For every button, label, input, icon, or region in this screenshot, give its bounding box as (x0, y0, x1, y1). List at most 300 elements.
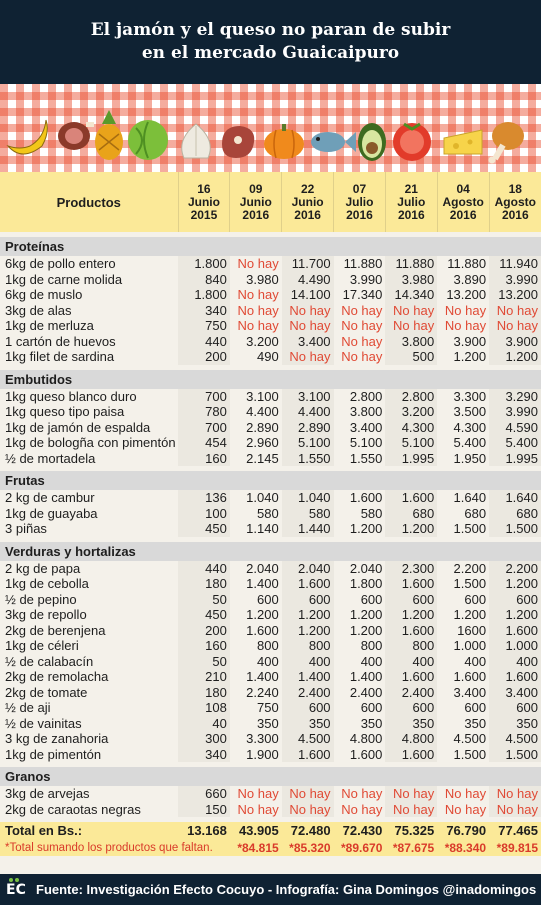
price-cell: No hay (341, 302, 383, 318)
price-cell: No hay (237, 801, 279, 817)
price-cell: 454 (178, 435, 230, 451)
price-cell: 1.200 (385, 521, 437, 539)
price-cell: 1.200 (349, 607, 383, 622)
price-cell: 136 (178, 490, 230, 506)
price-cell: 1.995 (489, 451, 541, 469)
price-cell: 14.100 (282, 287, 334, 303)
price-cell: 2.400 (385, 685, 437, 701)
pumpkin-icon (264, 124, 304, 159)
price-cell: 1.900 (246, 746, 279, 762)
price-cell: 1.600 (385, 669, 437, 685)
price-cell: 1.600 (246, 622, 279, 638)
product-name: 1kg de céleri (5, 638, 79, 653)
table-row (0, 561, 541, 577)
price-cell: 5.400 (489, 435, 541, 451)
price-cell: 3.290 (489, 389, 541, 405)
product-name: 1 cartón de huevos (5, 333, 116, 349)
price-table (0, 172, 541, 856)
product-name: 6kg de pollo entero (5, 256, 116, 271)
note-value: *85.320 (282, 840, 334, 856)
price-cell: 3.800 (349, 404, 383, 419)
table-totals (0, 820, 541, 857)
title-line-2: en el mercado Guaicaipuro (141, 43, 400, 63)
price-cell: 11.940 (489, 256, 541, 272)
price-cell: No hay (341, 333, 383, 349)
table-row (0, 786, 541, 802)
title-line-1: El jamón y el queso no paran de subir (90, 20, 451, 40)
footer (0, 874, 541, 905)
product-name: 2kg de caraotas negras (5, 801, 141, 817)
price-cell: No hay (444, 318, 487, 333)
price-cell: 840 (178, 272, 230, 288)
table-row (0, 638, 541, 654)
price-cell: 3.100 (282, 389, 334, 405)
price-cell: 2.400 (282, 685, 334, 701)
price-cell: 600 (257, 591, 279, 607)
price-cell: No hay (237, 786, 279, 801)
price-cell: 1.200 (349, 521, 383, 536)
table-row (0, 521, 541, 539)
food-banner (0, 84, 541, 172)
product-name: 6kg de muslo (5, 287, 83, 302)
table-row (0, 420, 541, 436)
tomato-icon (393, 123, 431, 161)
note-value: *87.675 (385, 840, 437, 856)
price-cell: 3.300 (246, 731, 279, 746)
product-name: 2kg de berenjena (5, 622, 106, 638)
section-title: Embutidos (0, 367, 541, 389)
price-cell: 1.550 (282, 451, 334, 469)
price-cell: 800 (257, 638, 279, 653)
price-cell: 350 (257, 715, 279, 731)
price-cell: 3.980 (246, 271, 279, 287)
total-value: 72.480 (282, 820, 334, 841)
price-cell: 340 (178, 303, 230, 319)
price-cell: No hay (489, 802, 541, 820)
price-cell: 4.400 (246, 404, 279, 419)
price-cell: No hay (444, 801, 487, 817)
price-cell: 5.400 (453, 435, 487, 450)
price-cell: 600 (489, 700, 541, 716)
product-name: ½ de aji (5, 700, 51, 715)
price-cell: 4.400 (282, 404, 334, 420)
price-cell: 14.340 (385, 287, 437, 303)
price-cell: 340 (178, 747, 230, 765)
price-cell: 3.200 (385, 404, 437, 420)
price-cell: 1.600 (282, 747, 334, 765)
price-cell: 11.880 (447, 256, 487, 271)
price-cell: 1.500 (453, 746, 487, 762)
price-cell: 1.040 (246, 490, 279, 505)
price-cell: 1.040 (282, 490, 334, 506)
table-row (0, 389, 541, 405)
price-cell: 600 (360, 591, 383, 607)
date-header: 16 Junio 2015 (178, 172, 230, 235)
price-cell: 1.200 (385, 607, 437, 623)
section-header (0, 765, 541, 787)
price-cell: No hay (385, 318, 437, 334)
price-cell: 11.880 (385, 256, 437, 272)
price-cell: 50 (178, 654, 230, 670)
price-cell: 13.200 (446, 287, 487, 302)
price-cell: 11.700 (282, 256, 334, 272)
date-header: 07 Julio 2016 (334, 172, 386, 235)
price-cell: No hay (282, 318, 334, 334)
price-cell: 1.600 (385, 490, 437, 506)
price-cell: 680 (385, 506, 437, 522)
price-cell: 350 (489, 716, 541, 732)
price-cell: 580 (282, 506, 334, 522)
price-cell: 2.890 (246, 419, 279, 435)
price-cell: No hay (489, 786, 541, 802)
section-title: Granos (0, 765, 541, 787)
price-cell: No hay (282, 802, 334, 820)
price-cell: 400 (257, 653, 279, 669)
price-cell: 1.640 (489, 490, 541, 506)
price-cell: 600 (385, 592, 437, 608)
price-cell: 750 (178, 318, 230, 334)
price-cell: 4.300 (453, 419, 487, 435)
price-cell: 440 (178, 561, 230, 577)
price-cell: 150 (178, 802, 230, 820)
price-cell: 490 (257, 349, 279, 364)
price-cell: 3.990 (489, 272, 541, 288)
price-cell: 1.440 (282, 521, 334, 539)
price-cell: 2.400 (349, 684, 383, 700)
price-cell: 1.000 (489, 638, 541, 654)
price-cell: No hay (489, 318, 541, 334)
chicken-leg-icon (489, 122, 525, 164)
price-cell: 1.200 (246, 607, 279, 622)
price-cell: 3.400 (489, 685, 541, 701)
price-cell: 3.900 (453, 333, 487, 349)
price-cell: 500 (385, 349, 437, 367)
banana-icon (8, 120, 47, 154)
section-header (0, 469, 541, 491)
price-cell: 300 (178, 731, 230, 747)
section-header (0, 235, 541, 257)
product-name: 3kg de arvejas (5, 786, 90, 801)
price-cell: 1.000 (453, 638, 487, 653)
price-cell: 580 (360, 505, 383, 521)
table-row (0, 303, 541, 319)
price-cell: 4.800 (385, 731, 437, 747)
price-cell: 400 (489, 654, 541, 670)
price-cell: 4.590 (489, 420, 541, 436)
price-cell: 3.980 (385, 272, 437, 288)
price-cell: 2.040 (349, 560, 383, 576)
price-cell: 700 (178, 389, 230, 405)
price-cell: 680 (464, 505, 487, 521)
steak-icon (222, 126, 254, 158)
table-row (0, 451, 541, 469)
price-cell: 3.100 (246, 388, 279, 404)
price-cell: No hay (282, 303, 334, 319)
table-row (0, 592, 541, 608)
price-cell: 1600 (457, 622, 487, 638)
price-cell: 1.800 (178, 287, 230, 303)
price-cell: 1.200 (453, 349, 487, 364)
price-cell: 4.500 (282, 731, 334, 747)
price-cell: 660 (178, 786, 230, 802)
price-cell: No hay (385, 802, 437, 820)
table-row (0, 747, 541, 765)
product-name: 1kg de cebolla (5, 576, 89, 591)
price-cell: 800 (360, 638, 383, 653)
price-cell: 3.900 (489, 334, 541, 350)
price-cell: No hay (341, 349, 383, 364)
price-cell: 2.890 (282, 420, 334, 436)
price-cell: 2.800 (349, 388, 383, 404)
date-header: 04 Agosto 2016 (437, 172, 489, 235)
product-name: 1kg de carne molida (5, 271, 123, 287)
price-cell: No hay (489, 303, 541, 319)
price-cell: 2.145 (246, 450, 279, 466)
table-row (0, 669, 541, 685)
price-cell: No hay (237, 256, 279, 271)
price-cell: 1.400 (282, 669, 334, 685)
price-cell: 580 (257, 505, 279, 521)
product-name: 2 kg de papa (5, 560, 81, 576)
price-cell: 3.800 (385, 334, 437, 350)
price-cell: No hay (282, 349, 334, 367)
product-name: 3 piñas (5, 521, 47, 536)
product-name: 1kg de jamón de espalda (5, 419, 151, 435)
price-cell: 1.640 (453, 490, 487, 505)
price-cell: 4.800 (349, 731, 383, 746)
fish-icon (311, 132, 356, 152)
table-row (0, 685, 541, 701)
price-cell: 400 (464, 653, 487, 669)
product-name: 1kg queso blanco duro (5, 388, 137, 404)
price-cell: 108 (178, 700, 230, 716)
price-cell: 680 (489, 506, 541, 522)
price-cell: No hay (385, 786, 437, 802)
price-cell: 1.550 (349, 450, 383, 466)
total-value: 76.790 (437, 820, 489, 841)
price-cell: 1.600 (489, 623, 541, 639)
table-row (0, 623, 541, 639)
price-cell: 750 (257, 700, 279, 715)
table-row (0, 287, 541, 303)
avocado-icon (358, 123, 386, 161)
product-name: 2 kg de cambur (5, 490, 95, 505)
price-cell: 1.950 (453, 450, 487, 466)
price-cell: 3.200 (246, 333, 279, 349)
price-cell: No hay (444, 302, 487, 318)
product-column-header: Productos (0, 172, 178, 235)
garlic-icon (182, 124, 211, 158)
price-cell: 400 (360, 653, 383, 669)
price-cell: 350 (385, 716, 437, 732)
total-value: 13.168 (178, 820, 230, 841)
cheese-icon (444, 130, 482, 154)
note-value: *84.815 (230, 840, 282, 856)
price-cell: 2.040 (246, 560, 279, 576)
price-cell: 700 (178, 420, 230, 436)
note-label: *Total sumando los productos que faltan. (0, 840, 230, 856)
cabbage-icon (128, 120, 168, 160)
price-cell: 50 (178, 592, 230, 608)
total-value: 43.905 (230, 820, 282, 841)
price-cell: No hay (282, 786, 334, 802)
price-cell: 1.200 (282, 607, 334, 623)
price-cell: 100 (178, 506, 230, 522)
product-name: ½ de mortadela (5, 450, 96, 466)
price-cell: 400 (385, 654, 437, 670)
note-value: *88.340 (437, 840, 489, 856)
product-name: 2kg de tomate (5, 684, 88, 700)
note-value: *89.670 (334, 840, 386, 856)
price-cell: 1.600 (385, 623, 437, 639)
price-cell: 3.500 (453, 404, 487, 419)
product-name: ½ de vainitas (5, 715, 82, 731)
price-cell: 1.600 (489, 669, 541, 685)
table-body (0, 235, 541, 820)
price-cell: 3.990 (349, 271, 383, 287)
note-row (0, 840, 541, 856)
price-cell: 600 (282, 700, 334, 716)
note-value: *89.815 (489, 840, 541, 856)
price-cell: 1.400 (246, 576, 279, 591)
product-name: ½ de pepino (5, 591, 77, 607)
price-cell: 1.500 (489, 747, 541, 765)
price-cell: 2.240 (246, 684, 279, 700)
price-cell: 600 (489, 592, 541, 608)
price-cell: 1.600 (453, 669, 487, 684)
table-row (0, 490, 541, 506)
price-cell: 4.500 (489, 731, 541, 747)
price-cell: 1.140 (246, 521, 279, 536)
price-cell: 3.400 (349, 419, 383, 435)
price-cell: 1.200 (489, 607, 541, 623)
price-cell: 600 (464, 700, 487, 715)
table-row (0, 334, 541, 350)
price-cell: 1.200 (349, 622, 383, 638)
price-cell: 3.400 (282, 334, 334, 350)
table-row (0, 435, 541, 451)
title-block (0, 0, 541, 84)
price-cell: 1.500 (453, 521, 487, 536)
price-cell: No hay (385, 303, 437, 319)
table-row (0, 802, 541, 820)
price-cell: 2.960 (246, 435, 279, 450)
price-cell: 600 (385, 700, 437, 716)
price-cell: 350 (464, 715, 487, 731)
price-cell: 1.500 (453, 576, 487, 591)
price-cell: 3.890 (453, 271, 487, 287)
price-cell: 1.600 (385, 747, 437, 765)
table-row (0, 256, 541, 272)
price-cell: No hay (341, 318, 383, 333)
date-header: 21 Julio 2016 (385, 172, 437, 235)
pineapple-icon (95, 110, 123, 160)
price-cell: 350 (282, 716, 334, 732)
price-cell: 180 (178, 576, 230, 592)
price-cell: 5.100 (349, 435, 383, 450)
price-cell: 1.400 (246, 669, 279, 684)
price-cell: 3.990 (489, 404, 541, 420)
price-cell: 5.100 (385, 435, 437, 451)
price-cell: 160 (178, 451, 230, 469)
price-cell: 180 (178, 685, 230, 701)
price-cell: 600 (282, 592, 334, 608)
table-row (0, 716, 541, 732)
date-header: 22 Junio 2016 (282, 172, 334, 235)
price-cell: 450 (178, 521, 230, 539)
total-row (0, 820, 541, 841)
product-name: 1kg de merluza (5, 318, 94, 333)
price-cell: 450 (178, 607, 230, 623)
price-cell: 1.600 (349, 746, 383, 762)
price-cell: 200 (178, 623, 230, 639)
total-label: Total en Bs.: (0, 820, 178, 841)
price-cell: 4.300 (385, 420, 437, 436)
product-name: 1kg de bologña con pimentón (5, 435, 176, 450)
table-row (0, 700, 541, 716)
ham-icon (58, 122, 94, 150)
table-row (0, 318, 541, 334)
table-row (0, 404, 541, 420)
table-row (0, 506, 541, 522)
price-cell: 40 (178, 716, 230, 732)
product-name: 1kg queso tipo paisa (5, 404, 125, 419)
price-cell: 1.800 (349, 576, 383, 591)
price-cell: 200 (178, 349, 230, 367)
section-header (0, 539, 541, 561)
price-cell: No hay (341, 801, 383, 817)
price-cell: 1.600 (349, 490, 383, 505)
price-cell: 1.800 (178, 256, 230, 272)
price-cell: 1.500 (489, 521, 541, 539)
product-name: 1kg filet de sardina (5, 349, 115, 364)
date-header: 18 Agosto 2016 (489, 172, 541, 235)
total-value: 72.430 (334, 820, 386, 841)
price-cell: 2.800 (385, 389, 437, 405)
section-title: Proteínas (0, 235, 541, 257)
price-cell: 350 (360, 715, 383, 731)
price-cell: 440 (178, 334, 230, 350)
total-value: 75.325 (385, 820, 437, 841)
table-row (0, 607, 541, 623)
table-header-row (0, 172, 541, 235)
price-cell: 2.200 (489, 561, 541, 577)
price-cell: 2.300 (385, 561, 437, 577)
product-name: 3kg de repollo (5, 607, 87, 622)
price-cell: No hay (237, 302, 279, 318)
table-row (0, 349, 541, 367)
price-cell: 5.100 (282, 435, 334, 451)
table-row (0, 576, 541, 592)
price-cell: 11.880 (343, 256, 383, 271)
price-cell: No hay (237, 318, 279, 333)
total-value: 77.465 (489, 820, 541, 841)
price-cell: 800 (385, 638, 437, 654)
price-cell: 13.200 (489, 287, 541, 303)
price-cell: 1.200 (489, 576, 541, 592)
price-cell: 780 (178, 404, 230, 420)
price-cell: 1.200 (282, 623, 334, 639)
price-cell: 600 (464, 591, 487, 607)
price-cell: 3.300 (453, 388, 487, 404)
product-name: 2kg de remolacha (5, 669, 109, 684)
section-title: Verduras y hortalizas (0, 539, 541, 561)
price-cell: 160 (178, 638, 230, 654)
efecto-cocuyo-logo: EC (6, 882, 28, 898)
price-cell: 4.490 (282, 272, 334, 288)
price-cell: No hay (444, 786, 487, 801)
price-cell: 210 (178, 669, 230, 685)
